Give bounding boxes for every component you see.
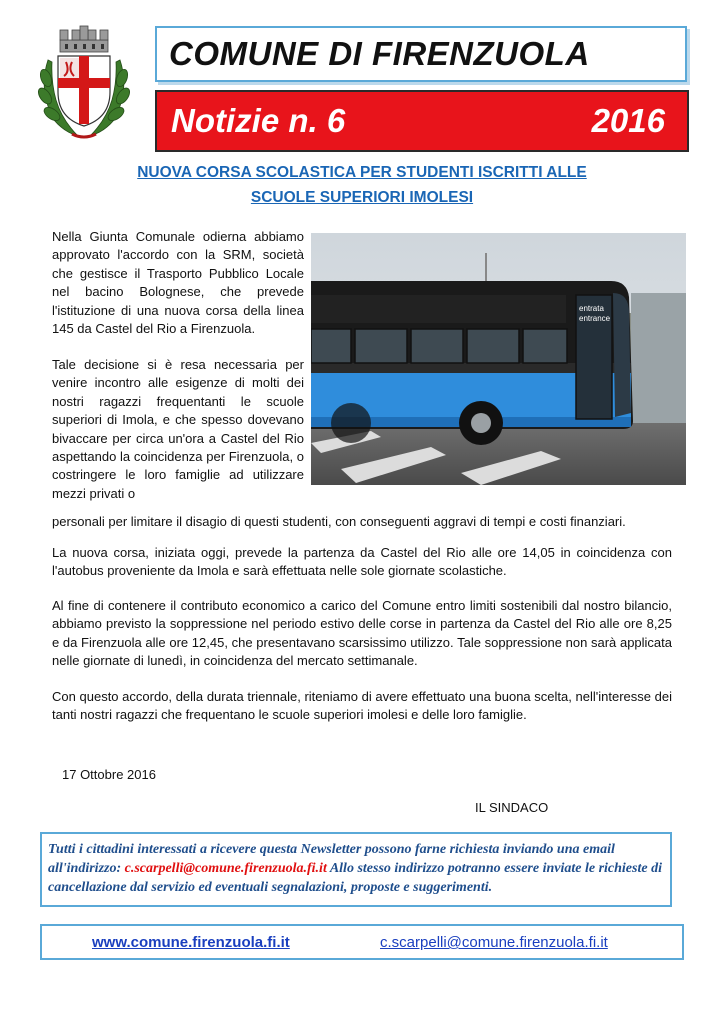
footer-links [40, 924, 684, 960]
article-headline [40, 160, 684, 210]
notice-text-a: Tutti i cittadini interessati a ricevere questa Newsletter possono farne richiesta inviando una email all'indirizzo: [48, 842, 615, 876]
issue-label: Notizie n. 6 [171, 102, 346, 139]
bus-photo [311, 233, 686, 485]
headline-line-2: SCUOLE SUPERIORI IMOLESI [250, 189, 474, 206]
paragraph-3: La nuova corsa, iniziata oggi, prevede la partenza da Castel del Rio alle ore 14,05 in coincidenza con l'autobus proveniente da Imola e sarà effettuata nelle sole giornate scolastiche. [52, 545, 672, 579]
masthead-title: COMUNE DI FIRENZUOLA [169, 35, 590, 72]
paragraph-2-continued: personali per limitare il disagio di questi studenti, con conseguenti aggravi di tempi e costi finanziari. [52, 514, 626, 529]
publication-date: 17 Ottobre 2016 [62, 767, 156, 782]
notice-email-link[interactable]: c.scarpelli@comune.firenzuola.fi.it [124, 861, 327, 876]
notice-text-b: Allo stesso indirizzo potranno essere inviate le richieste di cancellazione dal servizio ed eventuali segnalazioni, proposte e suggerimenti. [48, 861, 662, 895]
website-link[interactable]: www.comune.firenzuola.fi.it [92, 934, 290, 951]
paragraph-5: Con questo accordo, della durata triennale, riteniamo di avere effettuato una buona scelta, nell'interesse dei tanti nostri ragazzi che frequentano le scuole superiori imolesi e delle loro famiglie. [52, 689, 672, 723]
paragraph-4: Al fine di contenere il contributo economico a carico del Comune entro limiti sostenibili dal nostro bilancio, abbiamo previsto la soppressione nel periodo estivo delle corse in partenza da Castel del Rio alle ore 8,25 e da Firenzuola alle ore 12,45, che presentavano scarsissimo utilizzo. Tale soppressione non sarà applicata nelle giornate di lunedì, in coincidenza del mercato settimanale. [52, 598, 672, 669]
bus-sign-entrance: entrance [579, 314, 611, 323]
issue-year: 2016 [591, 102, 665, 139]
bus-sign-entrata: entrata [579, 304, 604, 313]
signature: IL SINDACO [475, 800, 549, 815]
municipal-crest-emblem [34, 20, 134, 142]
paragraph-2: Tale decisione si è resa necessaria per venire incontro alle esigenze di molti dei nostri ragazzi frequentanti le scuole superiori di Imola, e che spesso dovevano bivaccare per circa un'ora a Castel del Rio aspettando la coincidenza per Firenzuola, o costringere le loro famiglie ad utilizzare mezzi privati o [52, 357, 304, 501]
masthead-title-box [155, 26, 687, 82]
issue-banner [155, 90, 689, 152]
paragraph-1: Nella Giunta Comunale odierna abbiamo approvato l'accordo con la SRM, società che gestisce il Trasporto Pubblico Locale nel bacino Bolognese, che prevede l'istituzione di una nuova corsa della linea 145 da Castel del Rio a Firenzuola. [52, 229, 304, 337]
newsletter-notice [40, 832, 672, 907]
footer-email-link[interactable]: c.scarpelli@comune.firenzuola.fi.it [380, 934, 608, 951]
headline-line-1: NUOVA CORSA SCOLASTICA PER STUDENTI ISCRITTI ALLE [137, 164, 587, 181]
